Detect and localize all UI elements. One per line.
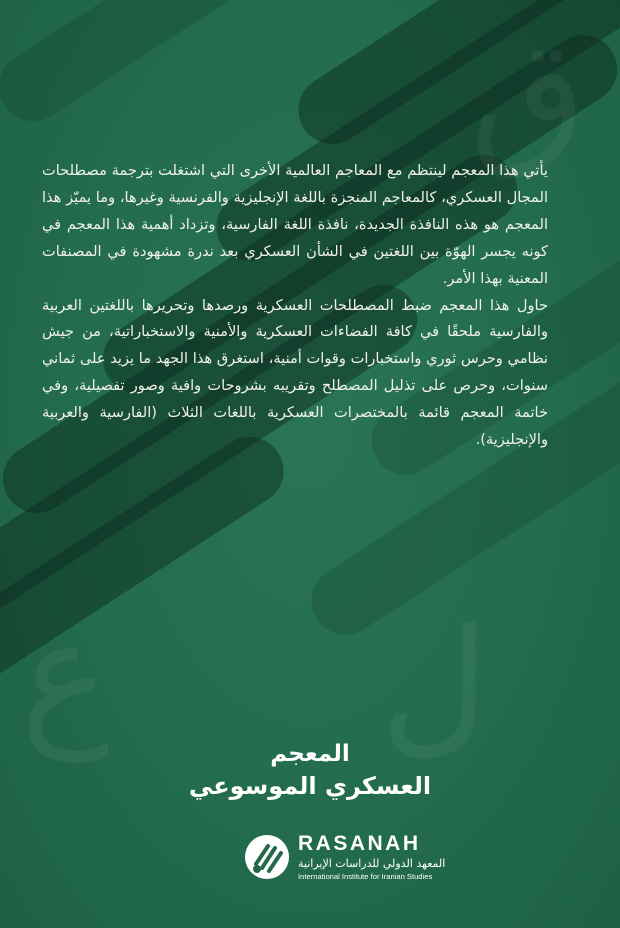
description-paragraph-1: يأتي هذا المعجم لينتظم مع المعاجم العالمية الأخرى التي اشتغلت بترجمة مصطلحات المجال العسكري، كالمعاجم المنجزة باللغة الإنجليزية والفرنسية وغيرها، وما يميّز هذا المعجم هو هذه النافذة الجديدة، نافذة اللغة الفارسية، وتزداد أهمية هذا المعجم في كونه يجسر الهوّة بين اللغتين في الشأن العسكري بعد ندرة مشهودة في المصنفات المعنية بهذا الأمر. [42,162,548,287]
description-text [42,158,548,454]
publisher-arabic-name: المعهد الدولي للدراسات الإيرانية [298,857,446,870]
book-title-line-2: العسكري الموسوعي [188,772,432,800]
rasanah-logo-icon [244,834,290,880]
publisher-english-name: International Institute for Iranian Studies [298,872,433,881]
book-title-line-1: المعجم [270,741,350,767]
publisher-name: RASANAH [298,832,421,855]
description-paragraph-2: حاول هذا المعجم ضبط المصطلحات العسكرية ورصدها وتحريرها باللغتين العربية والفارسية ملحقًا في كافة الفضاءات العسكرية والأمنية والاستخباراتية، من جيش نظامي وحرس ثوري واستخبارات وقوات أمنية، استغرق هذا الجهد ما يزيد على ثماني سنوات، وحرص على تذليل المصطلح وتقريبه بشروحات وافية وصور تفصيلية، وفي خاتمة المعجم قائمة بالمختصرات العسكرية باللغات الثلاث (الفارسية والعربية والإنجليزية). [42,296,548,449]
book-back-cover: ع ل ق يأتي هذا المعجم لينتظم مع المعاجم العالمية الأخرى التي اشتغلت بترجمة مصطلحات المجال العسكري، كالمعاجم المنجزة باللغة الإنجليزية والفرنسية وغيرها، وما يميّز هذا المعجم هو هذه النافذة الجديدة، نافذة اللغة الفارسية، وتزداد أهمية هذا المعجم في كونه يجسر الهوّة بين اللغتين في الشأن العسكري بعد ندرة مشهودة في المصنفات المعنية بهذا الأمر. حاول هذا المعجم ضبط المصطلحات العسكرية ورصدها وتحريرها باللغتين العربية والفارسية ملحقًا في كافة الفضاءات العسكرية والأمنية والاستخباراتية، من جيش نظامي وحرس ثوري واستخبارات وقوات أمنية، استغرق هذا الجهد ما يزيد على ثماني سنوات، وحرص على تذليل المصطلح وتقريبه بشروحات وافية وصور تفصيلية، وفي خاتمة المعجم قائمة بالمختصرات العسكرية باللغات الثلاث (الفارسية والعربية والإنجليزية). المعجم العسكري الموسوعي RASANAH المعهد الدولي للدراسات الإيرانية International Institute for Iranian Studies [0,0,620,928]
publisher-logo [244,832,484,884]
